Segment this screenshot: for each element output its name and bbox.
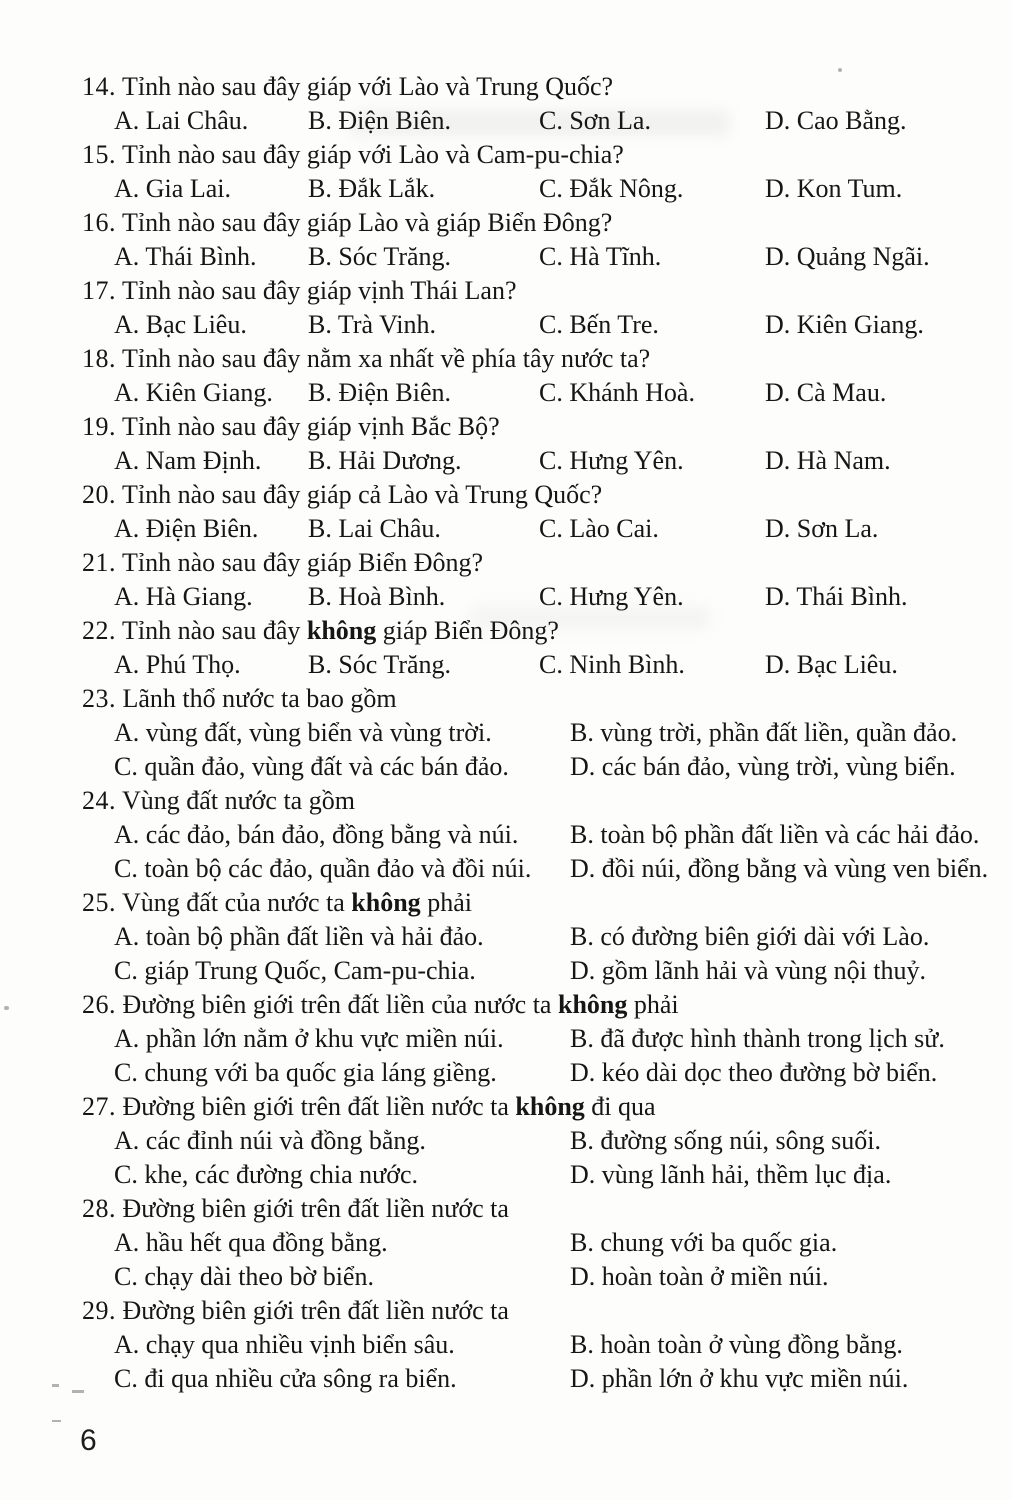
option-text: Gia Lai. bbox=[145, 174, 231, 203]
option-text: Nam Định. bbox=[145, 446, 262, 475]
option-label: D. bbox=[570, 752, 596, 781]
stem-text: không bbox=[351, 888, 421, 917]
option-item bbox=[539, 240, 661, 274]
option-item bbox=[570, 1056, 937, 1090]
question-stem bbox=[0, 988, 1012, 1022]
option-label: D. bbox=[765, 582, 791, 611]
option-label: A. bbox=[114, 242, 140, 271]
option-text: Điện Biên. bbox=[338, 378, 451, 407]
options-row bbox=[0, 716, 1012, 750]
option-text: Hưng Yên. bbox=[569, 446, 684, 475]
option-item bbox=[570, 852, 988, 886]
question-stem bbox=[0, 206, 1012, 240]
stem-text: Đường biên giới trên đất liền nước ta bbox=[122, 1092, 516, 1121]
option-label: A. bbox=[114, 1228, 140, 1257]
options-row bbox=[0, 648, 1012, 682]
stem-text: không bbox=[306, 616, 377, 645]
option-label: B. bbox=[308, 106, 332, 135]
options-row bbox=[0, 376, 1012, 410]
option-label: A. bbox=[114, 446, 140, 475]
option-text: phần lớn nằm ở khu vực miền núi. bbox=[145, 1024, 504, 1053]
option-item bbox=[114, 580, 253, 614]
option-item bbox=[570, 920, 929, 954]
option-item bbox=[570, 716, 957, 750]
option-item bbox=[570, 954, 926, 988]
option-text: Hải Dương. bbox=[338, 446, 462, 475]
option-text: Bến Tre. bbox=[569, 310, 659, 339]
option-label: A. bbox=[114, 650, 140, 679]
question-24 bbox=[0, 784, 1012, 886]
question-21 bbox=[0, 546, 1012, 614]
stem-text: Vùng đất nước ta gồm bbox=[122, 786, 355, 815]
option-text: Kon Tum. bbox=[796, 174, 903, 203]
option-item bbox=[114, 818, 518, 852]
question-stem bbox=[0, 342, 1012, 376]
options-row bbox=[0, 1124, 1012, 1158]
question-stem bbox=[0, 614, 1012, 648]
option-item bbox=[114, 172, 231, 206]
option-text: chung với ba quốc gia. bbox=[600, 1228, 838, 1257]
option-text: Hà Giang. bbox=[145, 582, 253, 611]
option-item bbox=[539, 104, 651, 138]
question-stem bbox=[0, 478, 1012, 512]
question-23 bbox=[0, 682, 1012, 784]
option-label: C. bbox=[114, 1160, 138, 1189]
option-text: đã được hình thành trong lịch sử. bbox=[600, 1024, 945, 1053]
option-label: C. bbox=[114, 1058, 138, 1087]
option-text: Thái Bình. bbox=[145, 242, 257, 271]
option-label: A. bbox=[114, 922, 140, 951]
option-label: C. bbox=[539, 650, 563, 679]
option-label: A. bbox=[114, 106, 140, 135]
option-text: Sơn La. bbox=[569, 106, 651, 135]
option-label: B. bbox=[308, 582, 332, 611]
option-item bbox=[114, 716, 492, 750]
option-item bbox=[308, 580, 445, 614]
option-item bbox=[114, 750, 509, 784]
question-number: 16. bbox=[82, 208, 116, 237]
option-item bbox=[114, 648, 241, 682]
question-27 bbox=[0, 1090, 1012, 1192]
options-row bbox=[0, 852, 1012, 886]
option-item bbox=[539, 376, 695, 410]
option-text: Trà Vinh. bbox=[337, 310, 437, 339]
question-28 bbox=[0, 1192, 1012, 1294]
option-label: B. bbox=[308, 378, 332, 407]
question-stem bbox=[0, 274, 1012, 308]
option-text: Khánh Hoà. bbox=[569, 378, 695, 407]
stem-text: Tỉnh nào sau đây giáp cả Lào và Trung Quốc? bbox=[122, 480, 603, 509]
option-item bbox=[114, 308, 247, 342]
option-label: D. bbox=[570, 1160, 596, 1189]
option-label: B. bbox=[308, 242, 332, 271]
option-label: A. bbox=[114, 174, 140, 203]
question-stem bbox=[0, 138, 1012, 172]
question-16 bbox=[0, 206, 1012, 274]
option-label: B. bbox=[570, 718, 594, 747]
question-stem bbox=[0, 70, 1012, 104]
option-text: Lai Châu. bbox=[338, 514, 441, 543]
option-text: toàn bộ phần đất liền và hải đảo. bbox=[145, 922, 484, 951]
page-number: 6 bbox=[80, 1424, 97, 1457]
question-17 bbox=[0, 274, 1012, 342]
option-label: B. bbox=[308, 514, 332, 543]
question-stem bbox=[0, 1294, 1012, 1328]
option-label: C. bbox=[539, 242, 563, 271]
option-text: Điện Biên. bbox=[338, 106, 451, 135]
option-label: C. bbox=[539, 446, 563, 475]
option-text: có đường biên giới dài với Lào. bbox=[600, 922, 930, 951]
option-item bbox=[114, 852, 531, 886]
question-number: 26. bbox=[82, 990, 116, 1019]
question-25 bbox=[0, 886, 1012, 988]
stem-text: Đường biên giới trên đất liền nước ta bbox=[122, 1194, 509, 1223]
option-item bbox=[308, 240, 451, 274]
option-label: B. bbox=[308, 310, 332, 339]
option-item bbox=[114, 1158, 418, 1192]
option-text: kéo dài dọc theo đường bờ biển. bbox=[601, 1058, 938, 1087]
option-item bbox=[765, 376, 886, 410]
option-label: D. bbox=[570, 1058, 596, 1087]
option-text: chạy dài theo bờ biển. bbox=[144, 1262, 374, 1291]
options-row bbox=[0, 818, 1012, 852]
option-text: Quảng Ngãi. bbox=[796, 242, 930, 271]
option-label: D. bbox=[570, 854, 596, 883]
stem-text: Tỉnh nào sau đây giáp với Lào và Trung Quốc? bbox=[122, 72, 614, 101]
options-row bbox=[0, 1158, 1012, 1192]
option-text: phần lớn ở khu vực miền núi. bbox=[601, 1364, 909, 1393]
option-label: B. bbox=[308, 650, 332, 679]
question-number: 21. bbox=[82, 548, 116, 577]
question-number: 23. bbox=[82, 684, 116, 713]
option-label: D. bbox=[765, 174, 791, 203]
option-label: A. bbox=[114, 1330, 140, 1359]
question-22 bbox=[0, 614, 1012, 682]
question-number: 14. bbox=[82, 72, 116, 101]
option-label: B. bbox=[570, 1330, 594, 1359]
option-text: Phú Thọ. bbox=[145, 650, 241, 679]
question-number: 27. bbox=[82, 1092, 116, 1121]
question-stem bbox=[0, 410, 1012, 444]
options-row bbox=[0, 172, 1012, 206]
stem-text: không bbox=[557, 990, 628, 1019]
question-18 bbox=[0, 342, 1012, 410]
question-stem bbox=[0, 546, 1012, 580]
option-item bbox=[570, 1158, 891, 1192]
option-item bbox=[570, 1226, 837, 1260]
option-text: Kiên Giang. bbox=[796, 310, 924, 339]
option-item bbox=[114, 240, 257, 274]
option-text: Sơn La. bbox=[796, 514, 879, 543]
option-item bbox=[765, 648, 898, 682]
question-20 bbox=[0, 478, 1012, 546]
option-label: D. bbox=[765, 106, 791, 135]
option-text: khe, các đường chia nước. bbox=[144, 1160, 419, 1189]
option-text: chạy qua nhiều vịnh biển sâu. bbox=[145, 1330, 455, 1359]
option-label: A. bbox=[114, 378, 140, 407]
option-label: D. bbox=[765, 242, 791, 271]
option-text: vùng lãnh hải, thềm lục địa. bbox=[601, 1160, 892, 1189]
option-text: các đỉnh núi và đồng bằng. bbox=[145, 1126, 426, 1155]
option-label: C. bbox=[539, 582, 563, 611]
option-text: toàn bộ các đảo, quần đảo và đồi núi. bbox=[144, 854, 532, 883]
question-number: 17. bbox=[82, 276, 116, 305]
option-text: toàn bộ phần đất liền và các hải đảo. bbox=[600, 820, 980, 849]
question-stem bbox=[0, 886, 1012, 920]
stem-text: đi qua bbox=[584, 1092, 656, 1121]
option-label: A. bbox=[114, 1024, 140, 1053]
option-label: C. bbox=[114, 956, 138, 985]
option-label: D. bbox=[765, 378, 791, 407]
stem-text: giáp Biển Đông? bbox=[376, 616, 559, 645]
option-text: đồi núi, đồng bằng và vùng ven biển. bbox=[601, 854, 989, 883]
question-26 bbox=[0, 988, 1012, 1090]
option-label: B. bbox=[308, 446, 332, 475]
options-row bbox=[0, 920, 1012, 954]
stem-text: Tỉnh nào sau đây bbox=[122, 616, 307, 645]
option-label: A. bbox=[114, 310, 140, 339]
question-stem bbox=[0, 1090, 1012, 1124]
option-item bbox=[539, 580, 684, 614]
question-number: 15. bbox=[82, 140, 116, 169]
option-item bbox=[570, 750, 956, 784]
stem-text: không bbox=[515, 1092, 585, 1121]
option-item bbox=[308, 172, 435, 206]
option-text: Cà Mau. bbox=[796, 378, 887, 407]
question-number: 28. bbox=[82, 1194, 116, 1223]
option-label: A. bbox=[114, 514, 140, 543]
option-label: C. bbox=[114, 1262, 138, 1291]
option-item bbox=[114, 1328, 455, 1362]
option-label: C. bbox=[114, 854, 138, 883]
option-text: Lai Châu. bbox=[145, 106, 249, 135]
option-label: A. bbox=[114, 582, 140, 611]
stem-text: Tỉnh nào sau đây giáp với Lào và Cam-pu-chia? bbox=[122, 140, 624, 169]
option-label: B. bbox=[570, 922, 594, 951]
option-text: Thái Bình. bbox=[796, 582, 908, 611]
option-label: A. bbox=[114, 718, 140, 747]
option-item bbox=[114, 1362, 457, 1396]
option-label: D. bbox=[570, 1262, 596, 1291]
question-number: 25. bbox=[82, 888, 116, 917]
option-label: B. bbox=[570, 1228, 594, 1257]
option-item bbox=[539, 172, 683, 206]
option-item bbox=[765, 308, 924, 342]
option-text: Đắk Lắk. bbox=[338, 174, 436, 203]
question-29 bbox=[0, 1294, 1012, 1396]
option-item bbox=[539, 512, 659, 546]
option-text: đi qua nhiều cửa sông ra biển. bbox=[144, 1364, 457, 1393]
option-label: B. bbox=[570, 1024, 594, 1053]
option-label: D. bbox=[570, 956, 596, 985]
option-label: C. bbox=[114, 1364, 138, 1393]
option-item bbox=[539, 648, 685, 682]
option-item bbox=[114, 512, 258, 546]
question-number: 22. bbox=[82, 616, 116, 645]
options-row bbox=[0, 240, 1012, 274]
option-label: C. bbox=[539, 310, 563, 339]
option-item bbox=[114, 1226, 388, 1260]
option-item bbox=[114, 1260, 374, 1294]
options-row bbox=[0, 580, 1012, 614]
option-label: B. bbox=[570, 1126, 594, 1155]
question-number: 18. bbox=[82, 344, 116, 373]
option-text: Ninh Bình. bbox=[569, 650, 685, 679]
option-item bbox=[765, 512, 878, 546]
option-item bbox=[765, 444, 891, 478]
option-text: hầu hết qua đồng bằng. bbox=[145, 1228, 388, 1257]
option-text: các bán đảo, vùng trời, vùng biển. bbox=[601, 752, 956, 781]
question-14 bbox=[0, 70, 1012, 138]
option-text: Cao Bằng. bbox=[796, 106, 907, 135]
option-text: Kiên Giang. bbox=[145, 378, 273, 407]
option-text: Lào Cai. bbox=[569, 514, 659, 543]
options-row bbox=[0, 444, 1012, 478]
question-15 bbox=[0, 138, 1012, 206]
option-label: C. bbox=[539, 174, 563, 203]
option-item bbox=[570, 818, 979, 852]
scan-artifact bbox=[52, 1420, 61, 1422]
option-label: C. bbox=[539, 514, 563, 543]
option-text: giáp Trung Quốc, Cam-pu-chia. bbox=[144, 956, 476, 985]
question-stem bbox=[0, 1192, 1012, 1226]
option-item bbox=[570, 1328, 903, 1362]
question-number: 19. bbox=[82, 412, 116, 441]
options-row bbox=[0, 104, 1012, 138]
option-item bbox=[114, 1022, 504, 1056]
stem-text: phải bbox=[627, 990, 679, 1019]
option-label: A. bbox=[114, 1126, 140, 1155]
options-row bbox=[0, 954, 1012, 988]
option-text: hoàn toàn ở miền núi. bbox=[601, 1262, 829, 1291]
option-label: C. bbox=[114, 752, 138, 781]
option-label: B. bbox=[308, 174, 332, 203]
option-text: các đảo, bán đảo, đồng bằng và núi. bbox=[145, 820, 519, 849]
question-stem bbox=[0, 682, 1012, 716]
option-item bbox=[539, 308, 659, 342]
options-row bbox=[0, 750, 1012, 784]
question-19 bbox=[0, 410, 1012, 478]
option-item bbox=[765, 580, 908, 614]
option-text: vùng trời, phần đất liền, quần đảo. bbox=[600, 718, 958, 747]
option-text: Hoà Bình. bbox=[338, 582, 446, 611]
option-text: chung với ba quốc gia láng giềng. bbox=[144, 1058, 497, 1087]
option-item bbox=[765, 104, 907, 138]
options-row bbox=[0, 1362, 1012, 1396]
option-label: D. bbox=[765, 650, 791, 679]
stem-text: phải bbox=[420, 888, 472, 917]
option-text: đường sống núi, sông suối. bbox=[600, 1126, 881, 1155]
option-item bbox=[114, 376, 273, 410]
option-text: Đắk Nông. bbox=[569, 174, 684, 203]
stem-text: Tỉnh nào sau đây giáp Biển Đông? bbox=[122, 548, 484, 577]
option-label: D. bbox=[765, 310, 791, 339]
option-text: Bạc Liêu. bbox=[145, 310, 247, 339]
option-text: Sóc Trăng. bbox=[338, 242, 452, 271]
stem-text: Đường biên giới trên đất liền nước ta bbox=[122, 1296, 509, 1325]
options-row bbox=[0, 1022, 1012, 1056]
option-text: vùng đất, vùng biển và vùng trời. bbox=[145, 718, 492, 747]
stem-text: Lãnh thổ nước ta bao gồm bbox=[122, 684, 397, 713]
stem-text: Tỉnh nào sau đây giáp vịnh Thái Lan? bbox=[122, 276, 517, 305]
options-row bbox=[0, 512, 1012, 546]
stem-text: Đường biên giới trên đất liền của nước ta bbox=[122, 990, 558, 1019]
option-text: Sóc Trăng. bbox=[338, 650, 452, 679]
option-item bbox=[570, 1260, 829, 1294]
option-text: quần đảo, vùng đất và các bán đảo. bbox=[144, 752, 509, 781]
stem-text: Vùng đất của nước ta bbox=[122, 888, 352, 917]
option-item bbox=[114, 1124, 426, 1158]
option-text: gồm lãnh hải và vùng nội thuỷ. bbox=[601, 956, 927, 985]
option-text: Hà Tĩnh. bbox=[569, 242, 662, 271]
question-stem bbox=[0, 784, 1012, 818]
stem-text: Tỉnh nào sau đây nằm xa nhất về phía tây nước ta? bbox=[122, 344, 651, 373]
option-item bbox=[570, 1124, 881, 1158]
option-item bbox=[570, 1022, 945, 1056]
option-item bbox=[308, 376, 451, 410]
option-item bbox=[308, 104, 451, 138]
option-item bbox=[114, 444, 261, 478]
option-item bbox=[308, 648, 451, 682]
option-item bbox=[308, 444, 462, 478]
options-row bbox=[0, 1328, 1012, 1362]
option-label: D. bbox=[570, 1364, 596, 1393]
question-number: 24. bbox=[82, 786, 116, 815]
option-item bbox=[308, 308, 436, 342]
option-text: Hưng Yên. bbox=[569, 582, 684, 611]
option-text: Hà Nam. bbox=[796, 446, 891, 475]
option-label: D. bbox=[765, 514, 791, 543]
option-item bbox=[114, 104, 248, 138]
stem-text: Tỉnh nào sau đây giáp vịnh Bắc Bộ? bbox=[122, 412, 500, 441]
option-item bbox=[539, 444, 684, 478]
options-row bbox=[0, 1260, 1012, 1294]
question-number: 29. bbox=[82, 1296, 116, 1325]
option-item bbox=[765, 172, 902, 206]
option-text: Bạc Liêu. bbox=[796, 650, 898, 679]
option-item bbox=[570, 1362, 908, 1396]
option-text: Điện Biên. bbox=[145, 514, 259, 543]
option-label: B. bbox=[570, 820, 594, 849]
option-item bbox=[308, 512, 441, 546]
questions-list bbox=[0, 70, 1012, 1396]
option-item bbox=[114, 1056, 497, 1090]
option-label: D. bbox=[765, 446, 791, 475]
option-label: C. bbox=[539, 378, 563, 407]
option-item bbox=[114, 954, 476, 988]
options-row bbox=[0, 1226, 1012, 1260]
option-item bbox=[765, 240, 930, 274]
stem-text: Tỉnh nào sau đây giáp Lào và giáp Biển Đông? bbox=[122, 208, 613, 237]
option-item bbox=[114, 920, 484, 954]
option-label: A. bbox=[114, 820, 140, 849]
question-number: 20. bbox=[82, 480, 116, 509]
option-text: hoàn toàn ở vùng đồng bằng. bbox=[600, 1330, 903, 1359]
options-row bbox=[0, 308, 1012, 342]
option-label: C. bbox=[539, 106, 563, 135]
options-row bbox=[0, 1056, 1012, 1090]
